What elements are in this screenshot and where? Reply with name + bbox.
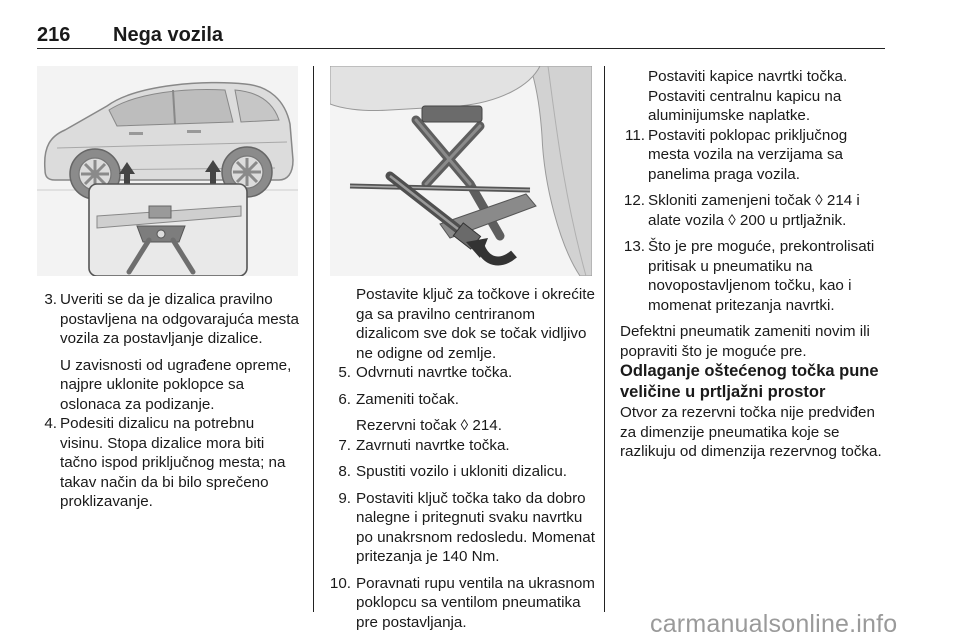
step-4 <box>37 414 301 512</box>
step-10 <box>328 574 596 633</box>
step-text: Postaviti ključ točka tako da dobro nalegne i pritegnuti svaku navrtku po unakrsnom redosledu. Momenat pritezanja je 140 Nm. <box>356 489 595 565</box>
paragraph: Defektni pneumatik zameniti novim ili popraviti što je moguće pre. <box>620 323 870 360</box>
step-text: Odvrnuti navrtke točka. <box>356 364 513 381</box>
step-number: 13. <box>623 238 645 255</box>
step-4-continued: Postavite ključ za točkove i okrećite ga sa pravilno centriranom dizalicom sve dok se točak vidljivo ne odigne od zemlje. <box>356 286 595 362</box>
step-8 <box>328 462 596 482</box>
step-10-note-2: Postaviti centralnu kapicu na aluminijumske naplatke. <box>648 87 842 124</box>
step-text: Zavrnuti navrtke točka. <box>356 436 510 454</box>
step-number: 12. <box>623 192 645 209</box>
jack-crank-illustration <box>330 66 592 276</box>
column-2 <box>328 285 596 639</box>
paragraph: Otvor za rezervni točka nije predviđen za dimenzije pneumatika koje se razlikuju od dimenzija rezervnog točka. <box>620 404 882 460</box>
step-text: Skloniti zamenjeni točak ◊ 214 i alate vozila ◊ 200 u prtljažnik. <box>648 192 860 229</box>
column-1 <box>37 290 301 519</box>
column-3 <box>620 67 888 462</box>
car-jack-points-drawing <box>37 66 298 276</box>
step-text: Zameniti točak. <box>356 390 459 408</box>
step-number: 5. <box>338 364 351 381</box>
step-6 <box>328 390 596 410</box>
step-text: Postaviti poklopac priključnog mesta vozila na verzijama sa panelima praga vozila. <box>648 126 848 183</box>
step-9 <box>328 489 596 567</box>
step-text: Poravnati rupu ventila na ukrasnom poklopcu sa ventilom pneumatika pre postavljanja. <box>356 574 595 631</box>
step-7 <box>328 436 596 456</box>
page-number: 216 <box>37 24 71 46</box>
step-3-note: U zavisnosti od ugrađene opreme, najpre uklonite poklopce sa oslonaca za podizanje. <box>60 356 292 413</box>
step-10-note-1: Postaviti kapice navrtki točka. <box>648 68 848 85</box>
step-13 <box>620 237 888 315</box>
step-number: 10. <box>329 574 351 592</box>
step-number: 6. <box>338 390 351 408</box>
column-divider <box>604 66 605 612</box>
step-number: 8. <box>338 463 351 480</box>
step-12 <box>620 191 888 230</box>
step-11 <box>620 126 888 185</box>
step-6-note: Rezervni točak ◊ 214. <box>356 417 502 434</box>
step-number: 4. <box>44 415 57 432</box>
step-text: Uveriti se da je dizalica pravilno postavljena na odgovarajuća mesta vozila za postavljanje dizalice. <box>60 291 299 347</box>
step-text: Podesiti dizalicu na potrebnu visinu. Stopa dizalice mora biti tačno ispod priključnog mesta; na takav način da bi bilo sprečeno proklizavanje. <box>60 415 286 510</box>
section-heading: Odlaganje oštećenog točka pune veličine u prtljažni prostor <box>620 362 879 401</box>
step-number: 9. <box>338 489 351 507</box>
watermark: carmanualsonline.info <box>650 610 898 638</box>
step-number: 3. <box>44 291 57 308</box>
step-number: 7. <box>338 436 351 454</box>
page-title: Nega vozila <box>113 24 224 46</box>
step-5 <box>328 363 596 383</box>
step-number: 11. <box>625 126 645 144</box>
step-3 <box>37 290 301 349</box>
jack-crank-drawing <box>330 66 592 276</box>
page-header <box>37 22 885 49</box>
step-text: Spustiti vozilo i ukloniti dizalicu. <box>356 463 568 480</box>
step-text: Što je pre moguće, prekontrolisati pritisak u pneumatiku na novopostavljenom točku, kao i momenat pritezanja navrtki. <box>648 238 875 314</box>
jacking-points-illustration <box>37 66 298 276</box>
column-divider <box>313 66 314 612</box>
